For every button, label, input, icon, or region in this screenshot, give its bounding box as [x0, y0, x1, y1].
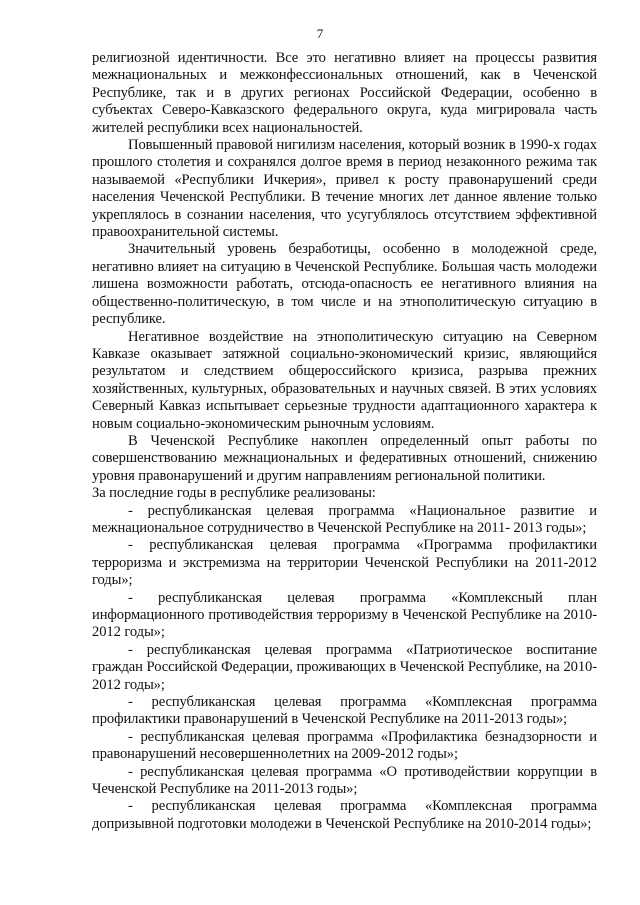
paragraph: религиозной идентичности. Все это негативно влияет на процессы развития межнациональных и межконфессиональных отношений, как в Чеченской Республике, так и в других регионах Российской Федерации, особенно в субъектах Северо-Кавказского федерального округа, куда мигрировала часть жителей республики всех национальностей.: [92, 50, 597, 136]
page-number: 7: [316, 26, 324, 41]
list-item: - республиканская целевая программа «Программа профилактики терроризма и экстремизма на территории Чеченской Республики на 2011-2012 годы»;: [92, 537, 597, 589]
list-item: - республиканская целевая программа «Профилактика безнадзорности и правонарушений несовершеннолетних на 2009-2012 годы»;: [92, 728, 597, 763]
paragraph: Значительный уровень безработицы, особенно в молодежной среде, негативно влияет на ситуацию в Чеченской Республике. Большая часть молодежи лишена возможности работать, отсюда-опасность ее негативного влияния на общественно-политическую, в том числе и на этнополитическую ситуацию в республике.: [92, 241, 597, 328]
list-item: - республиканская целевая программа «Патриотическое воспитание граждан Российской Федерации, проживающих в Чеченской Республике, на 2010-2012 годы»;: [92, 641, 597, 693]
list-item: - республиканская целевая программа «Комплексная программа допризывной подготовки молодежи в Чеченской Республике на 2010-2014 годы»;: [92, 798, 597, 832]
document-body: [92, 50, 597, 833]
list-item: - республиканская целевая программа «Комплексный план информационного противодействия терроризму в Чеченской Республике на 2010-2012 годы»;: [92, 589, 597, 641]
paragraph: В Чеченской Республике накоплен определенный опыт работы по совершенствованию межнациональных и федеративных отношений, снижению уровня правонарушений и другим направлениям региональной политики.: [92, 432, 597, 484]
paragraph: Негативное воздействие на этнополитическую ситуацию на Северном Кавказе оказывает затяжной социально-экономический кризис, являющийся результатом и следствием общероссийского кризиса, разрыва прежних хозяйственных, культурных, образовательных и научных связей. В этих условиях Северный Кавказ испытывает серьезные трудности адаптационного характера к новым социально-экономическим рыночным условиям.: [92, 328, 597, 432]
list-item: - республиканская целевая программа «О противодействии коррупции в Чеченской Республике на 2011-2013 годы»;: [92, 763, 597, 798]
list-item: - республиканская целевая программа «Национальное развитие и межнациональное сотрудничество в Чеченской Республике на 2011- 2013 годы»;: [92, 502, 597, 536]
paragraph: Повышенный правовой нигилизм населения, который возник в 1990-х годах прошлого столетия и сохранялся долгое время в период незаконного режима так называемой «Республики Ичкерия», привел к росту правонарушений среди населения Чеченской Республики. В течение многих лет данное явление только укреплялось в сознании населения, что усугублялось отсутствием эффективной правоохранительной системы.: [92, 137, 597, 241]
paragraph: За последние годы в республике реализованы:: [92, 485, 376, 502]
list-item: - республиканская целевая программа «Комплексная программа профилактики правонарушений в Чеченской Республике на 2011-2013 годы»;: [92, 694, 597, 728]
